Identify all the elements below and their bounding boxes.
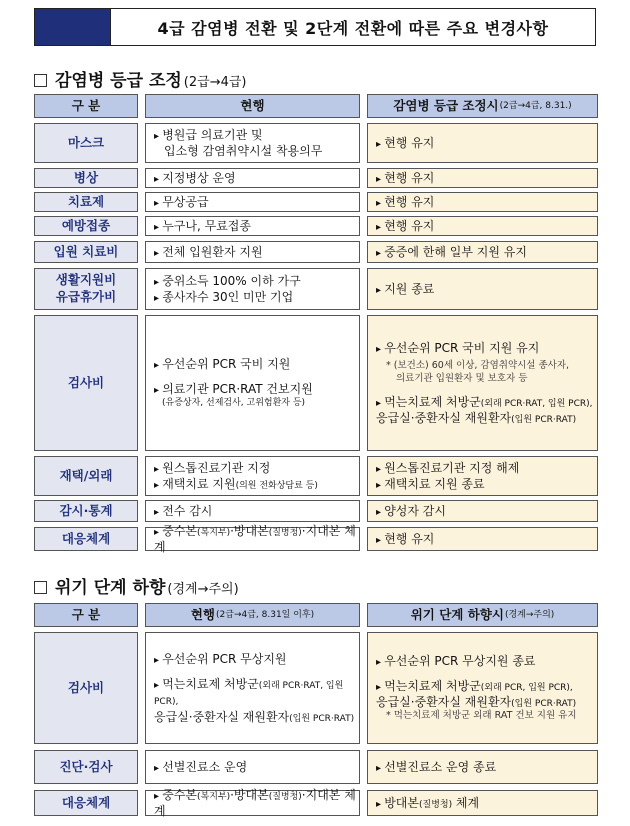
table-row: 검사비 ▸ 우선순위 PCR 국비 지원 ▸ 의료기관 PCR·RAT 건보지원 (유증상자, 선제검사, 고위험환자 등) ▸ 우선순위 PCR 국비 지원 유지 * (보건소) 60세 이상, 감염취약시설 종사자, 의료기관 입원환자 및 보호자 등 ▸ 먹는치료제 처방군(외래 PCR·RAT, 입원 PCR), 응급실·중환자실 재원환자(입원 PCR·RAT) bbox=[34, 315, 598, 451]
row-label-ward: 병상 bbox=[34, 168, 138, 188]
square-bullet-icon bbox=[34, 74, 47, 87]
row-label-diagnosis: 진단·검사 bbox=[34, 750, 138, 784]
table-row: 입원 치료비 ▸ 전체 입원환자 지원 ▸ 중증에 한해 일부 지원 유지 bbox=[34, 241, 598, 263]
section1-subtitle: (2급→4급) bbox=[183, 75, 247, 90]
table-row: 생활지원비 유급휴가비 ▸ 중위소득 100% 이하 가구 ▸ 종사자수 30인 미만 기업 ▸ 지원 종료 bbox=[34, 268, 598, 310]
table-row: 재택/외래 ▸ 원스톱진료기관 지정 ▸ 재택치료 지원(의원 전화상담료 등) ▸ 원스톱진료기관 지정 해제 ▸ 재택치료 지원 종료 bbox=[34, 456, 598, 496]
row-label-inpatient: 입원 치료비 bbox=[34, 241, 138, 263]
row-label-living: 생활지원비 유급휴가비 bbox=[34, 268, 138, 310]
row-label-test-2: 검사비 bbox=[34, 632, 138, 744]
table-row: 예방접종 ▸ 누구나, 무료접종 ▸ 현행 유지 bbox=[34, 216, 598, 236]
row-label-mask: 마스크 bbox=[34, 123, 138, 163]
row-label-vaccine: 예방접종 bbox=[34, 216, 138, 236]
table-row: 감시·통계 ▸ 전수 감시 ▸ 양성자 감시 bbox=[34, 500, 598, 522]
section1-header-row bbox=[34, 94, 598, 118]
title-color-block bbox=[35, 9, 110, 45]
page-title: 4급 감염병 전환 및 2단계 전환에 따른 주요 변경사항 bbox=[110, 9, 595, 45]
table-row: 치료제 ▸ 무상공급 ▸ 현행 유지 bbox=[34, 192, 598, 212]
row-label-test: 검사비 bbox=[34, 315, 138, 451]
header-category: 구 분 bbox=[34, 94, 138, 118]
section2-subtitle: (경계→주의) bbox=[167, 582, 239, 597]
section2-heading bbox=[34, 573, 239, 598]
title-bar bbox=[34, 8, 596, 46]
header-current: 현행 bbox=[145, 94, 360, 118]
table-row: 진단·검사 ▸ 선별진료소 운영 ▸ 선별진료소 운영 종료 bbox=[34, 750, 598, 784]
table-row: 병상 ▸ 지정병상 운영 ▸ 현행 유지 bbox=[34, 168, 598, 188]
row-label-homecare: 재택/외래 bbox=[34, 456, 138, 496]
table-row bbox=[34, 123, 598, 163]
header-adjusted: 감염병 등급 조정시 (2급→4급, 8.31.) bbox=[367, 94, 598, 118]
section1-title: 감염병 등급 조정 bbox=[55, 71, 182, 91]
row-label-surveillance: 감시·통계 bbox=[34, 500, 138, 522]
section2-header-row: 구 분 현행 (2급→4급, 8.31일 이후) 위기 단계 하향시 (경계→주의) bbox=[34, 603, 598, 627]
section2-title: 위기 단계 하향 bbox=[55, 578, 166, 598]
row-label-response: 대응체계 bbox=[34, 527, 138, 551]
square-bullet-icon bbox=[34, 581, 47, 594]
mask-current: ▸ 병원급 의료기관 및 입소형 감염취약시설 착용의무 bbox=[145, 123, 360, 163]
row-label-treatment: 치료제 bbox=[34, 192, 138, 212]
table-row: 검사비 ▸ 우선순위 PCR 무상지원 ▸ 먹는치료제 처방군(외래 PCR·RAT, 입원 PCR), 응급실·중환자실 재원환자(입원 PCR·RAT) ▸ 우선순위 PCR 무상지원 종료 ▸ 먹는치료제 처방군(외래 PCR, 입원 PCR), 응급실·중환자실 재원환자(입원 PCR·RAT) * 먹는치료제 처방군 외래 RAT 건보 지원 유지 bbox=[34, 632, 598, 744]
section1-heading bbox=[34, 66, 247, 91]
row-label-response-2: 대응체계 bbox=[34, 790, 138, 816]
table-row: 대응체계 ▸ 중수본(복지부)·방대본(질병청)·지대본 체계 ▸ 현행 유지 bbox=[34, 527, 598, 551]
table-row: 대응체계 ▸ 중수본(복지부)·방대본(질병청)·지대본 체계 ▸ 방대본(질병청) 체계 bbox=[34, 790, 598, 816]
mask-new: ▸ 현행 유지 bbox=[367, 123, 598, 163]
